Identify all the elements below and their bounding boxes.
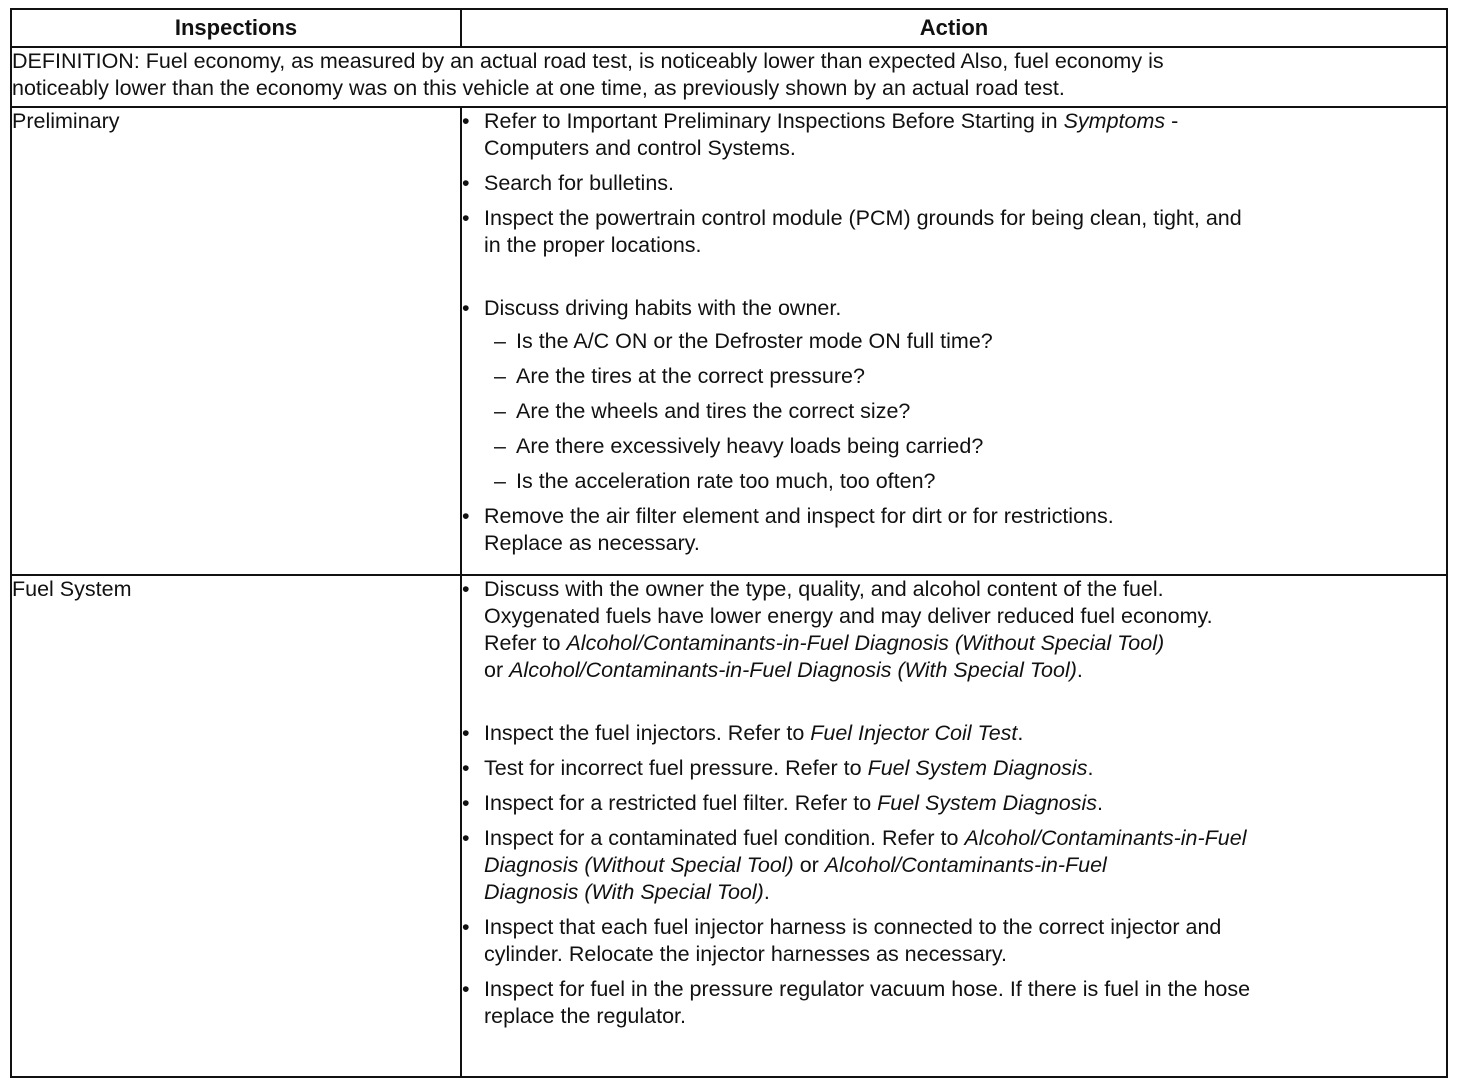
symptoms-reference: Symptoms	[1063, 109, 1166, 133]
list-item: • Inspect the fuel injectors. Refer to Fuel Injector Coil Test.	[462, 720, 1446, 747]
list-item: • Refer to Important Preliminary Inspections Before Starting in Symptoms - Computers and control Systems.	[462, 108, 1446, 162]
preliminary-row	[11, 107, 1447, 575]
preliminary-actions	[461, 107, 1447, 575]
fuel-system-diagnosis-reference: Fuel System Diagnosis	[867, 756, 1088, 780]
fuel-system-row	[11, 575, 1447, 1077]
definition-line-1: DEFINITION: Fuel economy, as measured by an actual road test, is noticeably lower than expected Also, fuel economy is	[12, 49, 1164, 73]
list-item: • Discuss driving habits with the owner. – Is the A/C ON or the Defroster mode ON full time? – Are the tires at the correct pressure? – Are the wheels and tires the correct size? – Are there excessively heavy loads being carried? – Is the acceleration rate too much, too often?	[462, 295, 1446, 495]
definition-line-2: noticeably lower than the economy was on this vehicle at one time, as previously shown by an actual road test.	[12, 76, 1065, 100]
sub-list-item: – Is the acceleration rate too much, too often?	[484, 468, 1446, 495]
sub-list-item: – Are the wheels and tires the correct size?	[484, 398, 1446, 425]
alcohol-diagnosis-without-tool-reference: Alcohol/Contaminants-in-Fuel Diagnosis (Without Special Tool)	[566, 631, 1165, 655]
definition-cell	[11, 47, 1447, 107]
diagnosis-without-tool-reference: Diagnosis (Without Special Tool)	[484, 853, 794, 877]
list-item: • Test for incorrect fuel pressure. Refer to Fuel System Diagnosis.	[462, 755, 1446, 782]
fuel-system-actions	[461, 575, 1447, 1077]
alcohol-diagnosis-with-tool-reference: Alcohol/Contaminants-in-Fuel Diagnosis (With Special Tool)	[509, 658, 1077, 682]
header-row	[11, 9, 1447, 47]
diagnosis-table	[10, 8, 1448, 1078]
fuel-system-action-list	[462, 576, 1446, 1030]
list-item: • Inspect that each fuel injector harness is connected to the correct injector and cylinder. Relocate the injector harnesses as necessary.	[462, 914, 1446, 968]
sub-list-item: – Are there excessively heavy loads being carried?	[484, 433, 1446, 460]
preliminary-label: Preliminary	[11, 107, 461, 575]
list-item: • Remove the air filter element and inspect for dirt or for restrictions. Replace as necessary.	[462, 503, 1446, 557]
sub-list-item: – Are the tires at the correct pressure?	[484, 363, 1446, 390]
fuel-system-label: Fuel System	[11, 575, 461, 1077]
sub-list-item: – Is the A/C ON or the Defroster mode ON full time?	[484, 328, 1446, 355]
list-item: • Inspect for a contaminated fuel condition. Refer to Alcohol/Contaminants-in-Fuel Diagnosis (Without Special Tool) or Alcohol/Contaminants-in-Fuel Diagnosis (With Special Tool).	[462, 825, 1446, 906]
list-item: • Discuss with the owner the type, quality, and alcohol content of the fuel. Oxygenated fuels have lower energy and may deliver reduced fuel economy. Refer to Alcohol/Contaminants-in-Fuel Diagnosis (Without Special Tool) or Alcohol/Contaminants-in-Fuel Diagnosis (With Special Tool).	[462, 576, 1446, 684]
definition-row	[11, 47, 1447, 107]
driving-habits-list	[484, 328, 1446, 495]
fuel-system-diagnosis-reference: Fuel System Diagnosis	[877, 791, 1098, 815]
fuel-injector-coil-test-reference: Fuel Injector Coil Test	[810, 721, 1018, 745]
alcohol-contaminants-reference: Alcohol/Contaminants-in-Fuel	[964, 826, 1247, 850]
header-action: Action	[461, 9, 1447, 47]
alcohol-contaminants-reference: Alcohol/Contaminants-in-Fuel	[824, 853, 1107, 877]
diagnosis-with-tool-reference: Diagnosis (With Special Tool)	[484, 880, 764, 904]
preliminary-action-list	[462, 108, 1446, 557]
list-item: • Inspect for a restricted fuel filter. Refer to Fuel System Diagnosis.	[462, 790, 1446, 817]
list-item: • Inspect for fuel in the pressure regulator vacuum hose. If there is fuel in the hose replace the regulator.	[462, 976, 1446, 1030]
list-item: • Inspect the powertrain control module (PCM) grounds for being clean, tight, and in the proper locations.	[462, 205, 1446, 259]
header-inspections: Inspections	[11, 9, 461, 47]
list-item: • Search for bulletins.	[462, 170, 1446, 197]
